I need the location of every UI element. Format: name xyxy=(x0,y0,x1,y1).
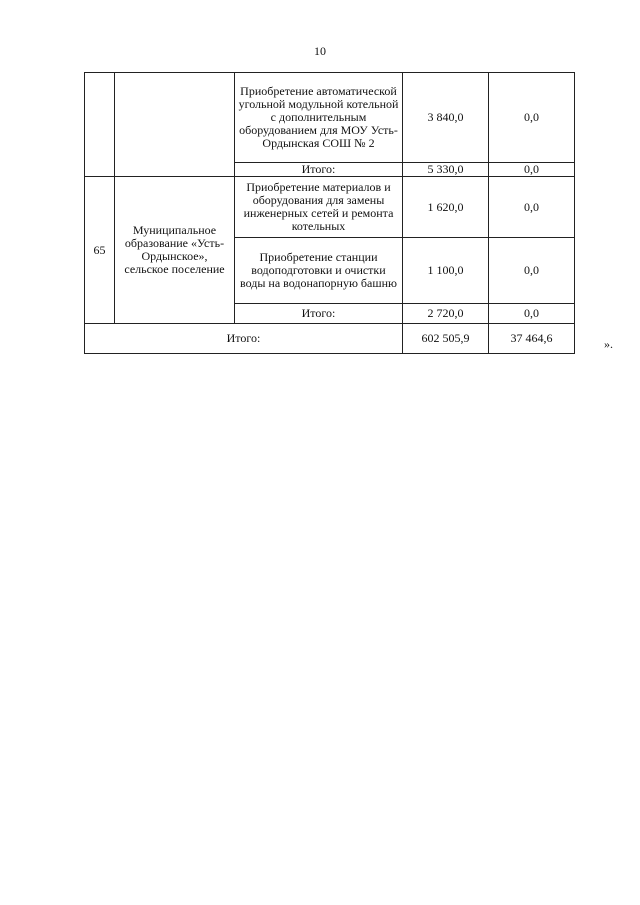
description-cell: Приобретение автоматической угольной модульной котельной с дополнительным оборудованием для МОУ Усть-Ордынская СОШ № 2 xyxy=(235,73,403,163)
subtotal-label: Итого: xyxy=(235,163,403,177)
amount-cell: 1 100,0 xyxy=(403,238,489,304)
description-cell: Приобретение станции водоподготовки и очистки воды на водонапорную башню xyxy=(235,238,403,304)
extra-cell: 0,0 xyxy=(489,238,575,304)
municipality-cell xyxy=(115,73,235,177)
row-number-cell: 65 xyxy=(85,177,115,324)
amount-cell: 1 620,0 xyxy=(403,177,489,238)
grand-total-amount: 602 505,9 xyxy=(403,324,489,354)
extra-cell: 0,0 xyxy=(489,304,575,324)
amount-cell: 3 840,0 xyxy=(403,73,489,163)
subtotal-label: Итого: xyxy=(235,304,403,324)
amount-cell: 5 330,0 xyxy=(403,163,489,177)
grand-total-label: Итого: xyxy=(85,324,403,354)
budget-table xyxy=(84,72,575,354)
table-row xyxy=(85,177,575,238)
extra-cell: 0,0 xyxy=(489,73,575,163)
extra-cell: 0,0 xyxy=(489,163,575,177)
municipality-cell: Муниципальное образование «Усть-Ордынское», сельское поселение xyxy=(115,177,235,324)
description-cell: Приобретение материалов и оборудования для замены инженерных сетей и ремонта котельных xyxy=(235,177,403,238)
page-number: 10 xyxy=(314,44,326,58)
grand-total-row xyxy=(85,324,575,354)
extra-cell: 0,0 xyxy=(489,177,575,238)
amount-cell: 2 720,0 xyxy=(403,304,489,324)
grand-total-extra: 37 464,6 xyxy=(489,324,575,354)
table-row xyxy=(85,73,575,163)
row-number-cell xyxy=(85,73,115,177)
closing-quote: ». xyxy=(604,337,613,351)
